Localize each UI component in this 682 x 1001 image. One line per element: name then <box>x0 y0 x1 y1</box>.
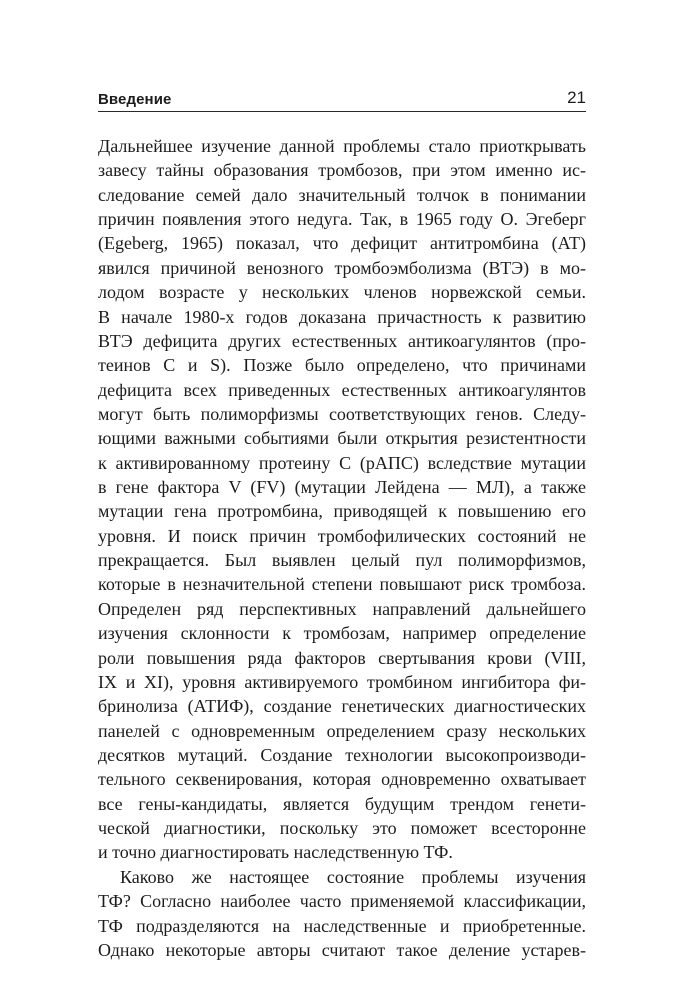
text-line: IX и XI), уровня активируемого тромбином ингибитора фи- <box>98 671 586 692</box>
text-line: дефицита всех приведенных естественных антикоагулянтов <box>98 379 586 400</box>
text-line: ВТЭ дефицита других естественных антикоагулянтов (про- <box>98 330 586 351</box>
section-title: Введение <box>98 91 172 108</box>
text-line: к активированному протеину С (рАПС) вследствие мутации <box>98 452 586 473</box>
text-line: роли повышения ряда факторов свертывания крови (VIII, <box>98 647 586 668</box>
running-head <box>98 86 586 110</box>
text-line: уровня. И поиск причин тромбофилических состояний не <box>98 525 586 546</box>
text-line: причин появления этого недуга. Так, в 1965 году О. Эгеберг <box>98 209 586 230</box>
text-line: мутации гена протромбина, приводящей к повышению его <box>98 501 586 522</box>
text-line: десятков мутаций. Создание технологии высокопроизводи- <box>98 744 586 765</box>
text-line: изучения склонности к тромбозам, например определение <box>98 623 586 644</box>
text-line: Каково же настоящее состояние проблемы изучения <box>120 866 586 887</box>
text-line: Дальнейшее изучение данной проблемы стало приоткрывать <box>98 136 586 156</box>
text-line: лодом возрасте у нескольких членов норвежской семьи. <box>98 282 586 303</box>
text-line: следование семей дало значительный толчок в понимании <box>98 184 586 205</box>
text-line: теинов С и S). Позже было определено, что причинами <box>98 355 586 376</box>
text-line: панелей с одновременным определением сразу нескольких <box>98 720 586 741</box>
text-line: Определен ряд перспективных направлений дальнейшего <box>98 598 586 619</box>
text-line: ющими важными событиями были открытия резистентности <box>98 428 586 449</box>
text-line: (Egeberg, 1965) показал, что дефицит антитромбина (АТ) <box>98 233 586 254</box>
text-line: Однако некоторые авторы считают такое деление устарев- <box>98 939 586 960</box>
paragraph <box>98 865 586 962</box>
text-line: могут быть полиморфизмы соответствующих генов. Следу- <box>98 403 586 424</box>
text-line: явился причиной венозного тромбоэмболизма (ВТЭ) в мо- <box>98 257 586 278</box>
text-line: ческой диагностики, поскольку это поможет всесторонне <box>98 818 586 839</box>
text-line: В начале 1980-х годов доказана причастность к развитию <box>98 306 586 327</box>
text-line: тельного секвенирования, которая одновременно охватывает <box>98 769 586 790</box>
text-line: завесу тайны образования тромбозов, при этом именно ис- <box>98 160 586 181</box>
header-divider <box>98 111 586 112</box>
text-line: и точно диагностировать наследственную ТФ. <box>98 842 453 863</box>
text-line: все гены-кандидаты, является будущим трендом генети- <box>98 793 586 814</box>
text-line: ТФ подразделяются на наследственные и приобретенные. <box>98 915 586 936</box>
text-line: бринолиза (АТИФ), создание генетических диагностических <box>98 696 586 717</box>
text-line: прекращается. Был выявлен целый пул полиморфизмов, <box>98 550 586 571</box>
body-text <box>98 134 586 962</box>
paragraph <box>98 134 586 865</box>
text-line: которые в незначительной степени повышают риск тромбоза. <box>98 574 586 595</box>
text-line: ТФ? Согласно наиболее часто применяемой классификации, <box>98 891 586 912</box>
page-number: 21 <box>567 88 586 107</box>
text-line: в гене фактора V (FV) (мутации Лейдена — МЛ), а также <box>98 477 586 498</box>
